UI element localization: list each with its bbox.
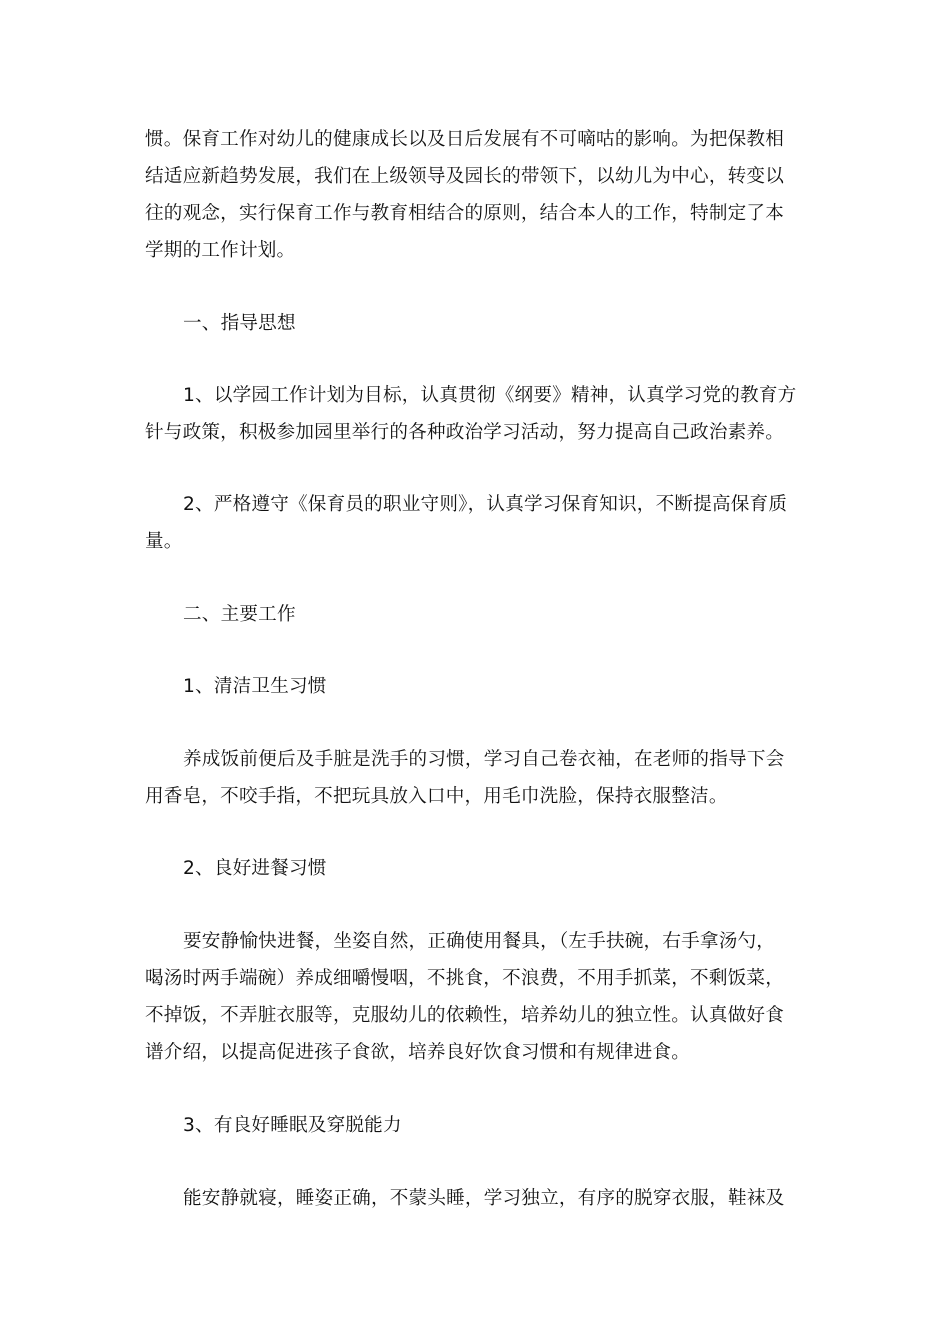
section-heading-guiding-ideas: 一、指导思想 <box>183 313 296 334</box>
section-heading-main-work: 二、主要工作 <box>183 604 296 625</box>
subheading-sleep-dressing: 3、有良好睡眠及穿脱能力 <box>183 1115 402 1136</box>
text-line: 谱介绍，以提高促进孩子食欲，培养良好饮食习惯和有规律进食。 <box>145 1042 691 1063</box>
text-line: 量。 <box>145 531 183 552</box>
text-line: 2、严格遵守《保育员的职业守则》，认真学习保育知识，不断提高保育质 <box>183 494 788 515</box>
text-line: 喝汤时两手端碗）养成细嚼慢咽，不挑食，不浪费，不用手抓菜，不剩饭菜， <box>145 968 784 989</box>
text-line: 1、以学园工作计划为目标，认真贯彻《纲要》精神，认真学习党的教育方 <box>183 385 797 406</box>
text-line: 要安静愉快进餐，坐姿自然，正确使用餐具，（左手扶碗，右手拿汤勺， <box>183 931 776 952</box>
text-line: 能安静就寝，睡姿正确，不蒙头睡，学习独立，有序的脱穿衣服，鞋袜及 <box>183 1188 785 1209</box>
text-line: 针与政策，积极参加园里举行的各种政治学习活动，努力提高自己政治素养。 <box>145 422 784 443</box>
text-line: 惯。保育工作对幼儿的健康成长以及日后发展有不可嘀咕的影响。为把保教相 <box>145 129 784 150</box>
text-line: 学期的工作计划。 <box>145 240 296 261</box>
text-line: 不掉饭，不弄脏衣服等，克服幼儿的依赖性，培养幼儿的独立性。认真做好食 <box>145 1005 784 1026</box>
text-line: 结适应新趋势发展，我们在上级领导及园长的带领下，以幼儿为中心，转变以 <box>145 166 784 187</box>
subheading-hygiene-habits: 1、清洁卫生习惯 <box>183 676 327 697</box>
text-line: 用香皂，不咬手指，不把玩具放入口中，用毛巾洗脸，保持衣服整洁。 <box>145 786 728 807</box>
text-line: 养成饭前便后及手脏是洗手的习惯，学习自己卷衣袖，在老师的指导下会 <box>183 749 785 770</box>
subheading-eating-habits: 2、良好进餐习惯 <box>183 858 327 879</box>
text-line: 往的观念，实行保育工作与教育相结合的原则，结合本人的工作，特制定了本 <box>145 203 784 224</box>
